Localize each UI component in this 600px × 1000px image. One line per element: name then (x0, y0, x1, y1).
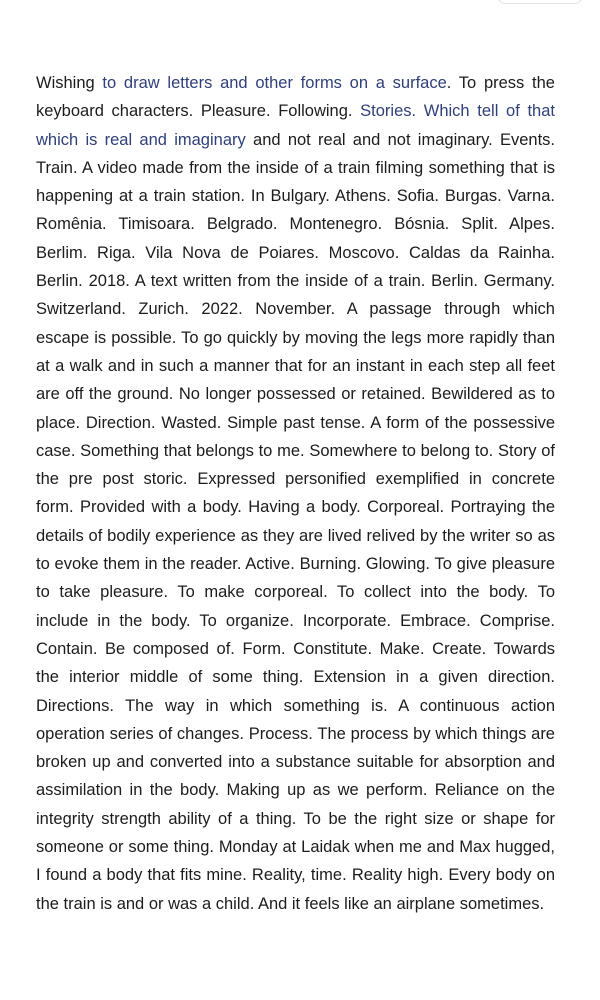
text-segment: Wishing (36, 74, 103, 92)
highlighted-phrase-draw-letters[interactable]: to draw letters and other forms on a surface (102, 74, 447, 92)
body-paragraph (36, 69, 555, 918)
text-segment: and not real and not imaginary. Events. Train. A video made from the inside of a train filming something that is happening at a train station. In Bulgary. Athens. Sofia. Burgas. Varna. Romênia. Timisoara. Belgrado. Montenegro. Bósnia. Split. Alpes. Berlim. Riga. Vila Nova de Poiares. Moscovo. Caldas da Rainha. Berlin. 2018. A text written from the inside of a train. Berlin. Germany. Switzerland. Zurich. 2022. November. A passage through which escape is possible. To go quickly by moving the legs more rapidly than at a walk and in such a manner that for an instant in each step all feet are off the ground. No longer possessed or retained. Bewildered as to place. Direction. Wasted. Simple past tense. A form of the possessive case. Something that belongs to me. Somewhere to belong to. Story of the pre post storic. Expressed personified exemplified in concrete form. Provided with a body. Having a body. Corporeal. Portraying the details of bodily experience as they are lived relived by the writer so as to evoke them in the reader. Active. Burning. Glowing. To give pleasure to take pleasure. To make corporeal. To collect into the body. To include in the body. To organize. Incorporate. Embrace. Comprise. Contain. Be composed of. Form. Constitute. Make. Create. Towards the interior middle of some thing. Extension in a given direction. Directions. The way in which something is. A continuous action operation series of changes. Process. The process by which things are broken up and converted into a substance suitable for absorption and assimilation in the body. Making up as we perform. Reliance on the integrity strength ability of a thing. To be the right size or shape for someone or some thing. Monday at Laidak when me and Max hugged, I found a body that fits mine. Reality, time. Reality high. Every body on the train is and or was a child. And it feels like an airplane sometimes. (36, 130, 555, 913)
highlighted-phrase-stories[interactable]: Stories. Which tell of that which is real and imaginary (36, 102, 555, 149)
top-edge-tab (498, 0, 582, 4)
text-segment: . To press the keyboard characters. Pleasure. Following. (36, 74, 555, 121)
